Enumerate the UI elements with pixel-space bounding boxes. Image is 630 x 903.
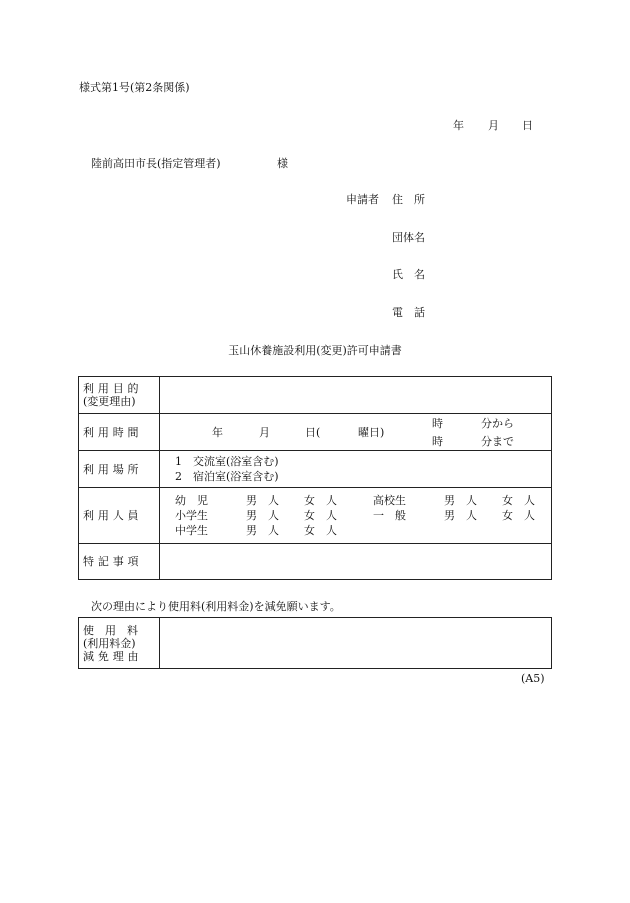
recipient-name: 陸前高田市長(指定管理者) [91,157,221,170]
reduction-reason-field[interactable] [160,618,552,669]
people-infant-female: 女 人 [304,494,337,507]
time-start-hour-label: 時 [432,417,443,430]
reduction-label-cell [79,618,160,669]
people-elementary-female: 女 人 [304,509,337,522]
people-highschool-male: 男 人 [444,494,477,507]
purpose-field[interactable] [160,377,552,414]
place-field[interactable] [160,451,552,488]
notes-label: 特記事項 [79,544,160,580]
reduction-request-text: 次の理由により使用料(利用料金)を減免願います。 [91,600,341,613]
people-juniorhigh-male: 男 人 [246,524,279,537]
people-juniorhigh-label: 中学生 [175,524,208,537]
purpose-row [79,377,552,414]
people-highschool-label: 高校生 [373,494,406,507]
people-juniorhigh-female: 女 人 [304,524,337,537]
time-field[interactable] [160,414,552,451]
reduction-label-fee: 使 用 料 [83,623,138,637]
date-year-label: 年 [453,119,464,132]
notes-field[interactable] [160,544,552,580]
purpose-label-cell [79,377,160,414]
place-label: 利用場所 [79,451,160,488]
reduction-table [78,617,552,669]
applicant-phone-label: 電 話 [392,306,425,319]
people-field[interactable] [160,488,552,544]
form-number: 様式第1号(第2条関係) [79,81,190,94]
people-infant-label: 幼 児 [175,494,208,507]
people-label: 利用人員 [79,488,160,544]
people-highschool-female: 女 人 [502,494,535,507]
time-weekday-label: 曜日) [358,426,385,439]
people-elementary-label: 小学生 [175,509,208,522]
people-general-male: 男 人 [444,509,477,522]
notes-row [79,544,552,580]
reduction-row [79,618,552,669]
applicant-heading: 申請者 [346,193,379,206]
purpose-sublabel: (変更理由) [83,395,136,408]
people-general-female: 女 人 [502,509,535,522]
date-month-label: 月 [488,119,499,132]
people-elementary-male: 男 人 [246,509,279,522]
people-infant-male: 男 人 [246,494,279,507]
reduction-label-reason: 減免理由 [83,649,143,663]
document-title: 玉山休養施設利用(変更)許可申請書 [228,344,402,357]
paper-size-label: (A5) [521,672,545,685]
place-row [79,451,552,488]
people-row [79,488,552,544]
purpose-label: 利用目的 [83,382,143,395]
reduction-label-usage-fee: (利用料金) [83,636,136,650]
applicant-address-label: 住 所 [392,193,425,206]
applicant-name-label: 氏 名 [392,268,425,281]
recipient-honorific: 様 [277,157,288,170]
time-day-label: 日( [305,426,321,439]
date-day-label: 日 [522,119,533,132]
time-start-minute-label: 分から [481,417,514,430]
applicant-group-label: 団体名 [392,231,425,244]
application-table [78,376,552,580]
time-row [79,414,552,451]
time-end-minute-label: 分まで [481,435,514,448]
time-end-hour-label: 時 [432,435,443,448]
place-option-1: 1 交流室(浴室含む) [175,455,279,468]
time-label: 利用時間 [79,414,160,451]
time-year-label: 年 [212,426,223,439]
place-option-2: 2 宿泊室(浴室含む) [175,470,279,483]
time-month-label: 月 [259,426,270,439]
people-general-label: 一 般 [373,509,406,522]
